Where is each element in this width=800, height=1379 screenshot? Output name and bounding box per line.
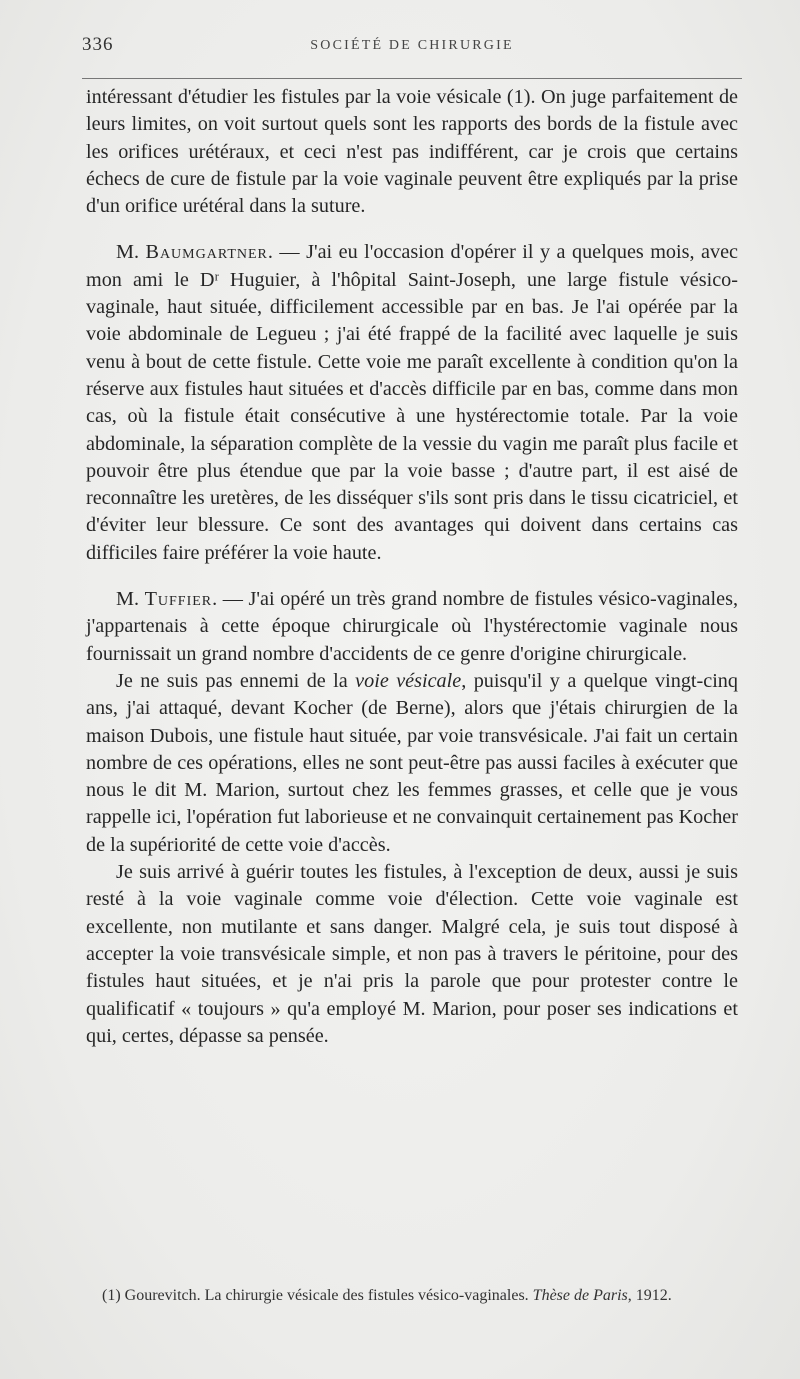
page-number: 336 [82,34,114,55]
journal-title: SOCIÉTÉ DE CHIRURGIE [310,38,514,53]
paragraph-text-before: Je ne suis pas ennemi de la [116,669,356,692]
speaker-prefix: M. [116,241,146,264]
footnote-text: Gourevitch. La chirurgie vésicale des fistules vésico-vaginales. [120,1287,533,1304]
paragraph-text: . — J'ai opéré un très grand nombre de fistules vésico-vaginales, j'appartenais à cette époque chirurgicale où l'hystérectomie vaginale nous fournissait un grand nombre d'accidents de ce genre d'origine chirurgicale. [86,588,738,665]
speaker-name: Tuffier [144,588,213,611]
header-rule [82,78,742,79]
paragraph-voie-vesicale [86,668,738,859]
speaker-prefix: M. [116,588,145,611]
paragraph-conclusion [86,859,738,1050]
paragraph-text: . — J'ai eu l'occasion d'opérer il y a quelques mois, avec mon ami le Dʳ Huguier, à l'hôpital Saint-Joseph, une large fistule vésico-vaginale, haut située, difficilement accessible par en bas. Je l'ai opérée par la voie abdominale de Legueu ; j'ai été frappé de la facilité avec laquelle je suis venu à bout de cette fistule. Cette voie me paraît excellente à condition qu'on la réserve aux fistules haut situées et d'accès difficile par en bas, comme dans mon cas, où la fistule était consécutive à une hystérectomie totale. Par la voie abdominale, la séparation complète de la vessie du vagin me paraît plus facile et pouvoir être plus étendue que par la voie basse ; d'autre part, il est aisé de reconnaître les uretères, de les disséquer s'ils sont pris dans le tissu cicatriciel, et d'éviter leur blessure. Ce sont des avantages qui doivent dans certains cas difficiles faire préférer la voie haute. [86,241,738,564]
body-text [86,84,738,1050]
paragraph-baumgartner [86,239,738,567]
emphasis-voie-vesicale: voie vésicale [355,669,462,692]
paragraph-continuation [86,84,738,220]
paragraph-text: Je suis arrivé à guérir toutes les fistules, à l'exception de deux, aussi je suis resté à la voie vaginale comme voie d'élection. Cette voie vaginale est excellente, non mutilante et sans danger. Malgré cela, je suis tout disposé à accepter la voie transvésicale simple, et non pas à travers le péritoine, pour des fistules haut situées, et je n'ai pris la parole que pour protester contre le qualificatif « toujours » qu'a employé M. Marion, pour poser ses indications et qui, certes, dépasse sa pensée. [86,861,738,1047]
footnote [86,1283,738,1308]
paragraph-text: intéressant d'étudier les fistules par la voie vésicale (1). On juge parfaitement de leurs limites, on voit surtout quels sont les rapports des bords de la fistule avec les orifices urétéraux, et ceci n'est pas indifférent, car je crois que certains échecs de cure de fistule par la voie vaginale peuvent être expliqués par la prise d'un orifice urétéral dans la suture. [86,86,738,218]
footnote-marker: (1) [102,1287,121,1304]
footnote-italic: Thèse de Paris [532,1287,628,1304]
footnote-tail: , 1912. [627,1287,672,1304]
speaker-name: Baumgartner [145,241,268,264]
paragraph-tuffier [86,586,738,668]
paragraph-text-after: , puisqu'il y a quelque vingt-cinq ans, j'ai attaqué, devant Kocher (de Berne), alors que j'étais chirurgien de la maison Dubois, une fistule haut située, par voie transvésicale. J'ai fait un certain nombre de ces opérations, elles ne sont peut-être pas aussi faciles à exécuter que nous le dit M. Marion, surtout chez les femmes grasses, et celle que je vous rappelle ici, l'opération fut laborieuse et ne convainquit certainement pas Kocher de la supériorité de cette voie d'accès. [86,669,738,856]
running-head [82,30,742,60]
